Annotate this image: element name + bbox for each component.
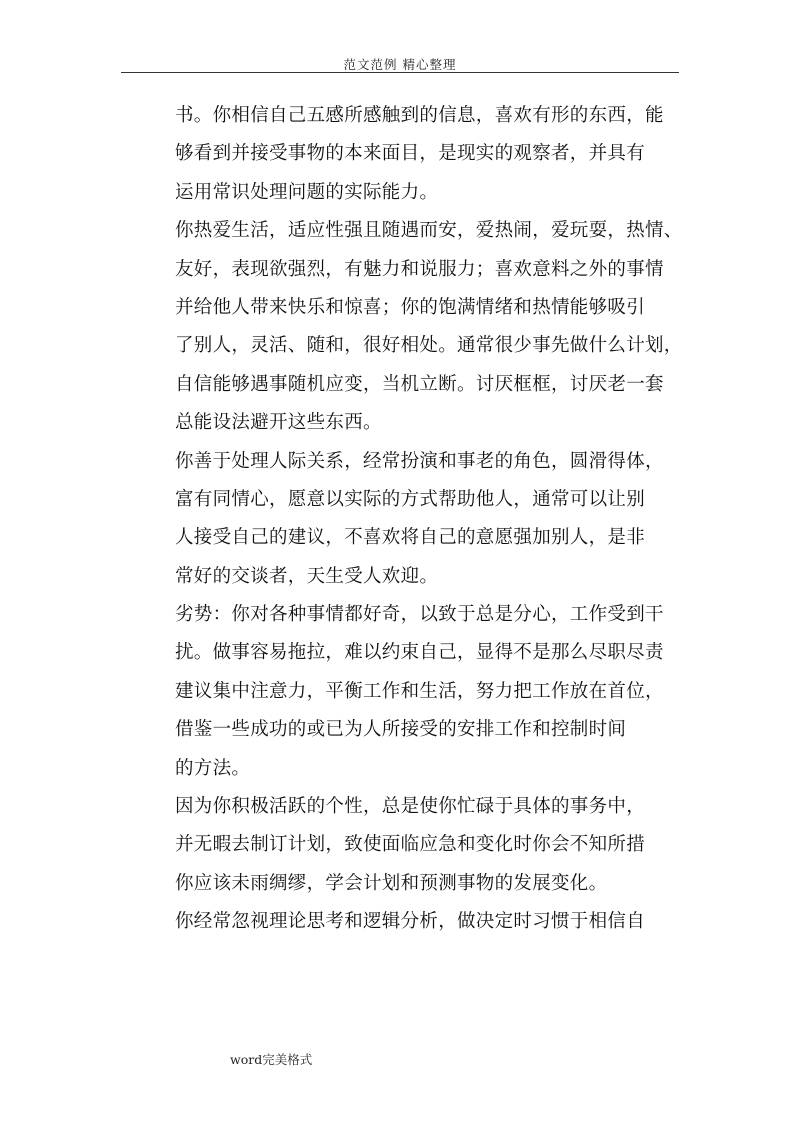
body-text <box>175 97 685 942</box>
text-line: 因为你积极活跃的个性，总是使你忙碌于具体的事务中， <box>175 796 646 818</box>
page-footer: word完美格式 <box>230 1052 313 1067</box>
text-line: 自信能够遇事随机应变，当机立断。讨厌框框，讨厌老一套 <box>175 373 664 395</box>
page-header: 范文范例 精心整理 <box>343 57 457 72</box>
text-line: 友好，表现欲强烈，有魅力和说服力；喜欢意料之外的事情 <box>175 258 664 280</box>
text-line: 运用常识处理问题的实际能力。 <box>175 181 439 203</box>
text-line: 富有同情心，愿意以实际的方式帮助他人，通常可以让别 <box>175 488 646 510</box>
text-line: 人接受自己的建议，不喜欢将自己的意愿强加别人，是非 <box>175 527 646 549</box>
text-line: 并给他人带来快乐和惊喜；你的饱满情绪和热情能够吸引 <box>175 296 646 318</box>
text-line: 够看到并接受事物的本来面目，是现实的观察者，并具有 <box>175 143 646 165</box>
text-line: 劣势：你对各种事情都好奇，以致于总是分心，工作受到干 <box>175 604 664 626</box>
text-line: 建议集中注意力，平衡工作和生活，努力把工作放在首位， <box>175 680 664 702</box>
text-line: 的方法。 <box>175 757 251 779</box>
text-line: 你善于处理人际关系，经常扮演和事老的角色，圆滑得体， <box>175 450 664 472</box>
text-line: 书。你相信自己五感所感触到的信息，喜欢有形的东西，能 <box>175 105 664 126</box>
text-line: 你应该未雨绸缪，学会计划和预测事物的发展变化。 <box>175 872 608 894</box>
header-divider <box>121 72 679 73</box>
text-line: 你热爱生活，适应性强且随遇而安，爱热闹，爱玩耍，热情、 <box>175 220 683 242</box>
text-line: 了别人，灵活、随和，很好相处。通常很少事先做什么计划， <box>175 335 683 357</box>
text-line: 总能设法避开这些东西。 <box>175 412 382 434</box>
text-line: 借鉴一些成功的或已为人所接受的安排工作和控制时间 <box>175 719 627 741</box>
text-line: 并无暇去制订计划，致使面临应急和变化时你会不知所措 <box>175 834 646 856</box>
text-line: 常好的交谈者，天生受人欢迎。 <box>175 565 439 587</box>
text-line: 扰。做事容易拖拉，难以约束自己，显得不是那么尽职尽责 <box>175 642 664 664</box>
text-line: 你经常忽视理论思考和逻辑分析，做决定时习惯于相信自 <box>175 911 646 933</box>
